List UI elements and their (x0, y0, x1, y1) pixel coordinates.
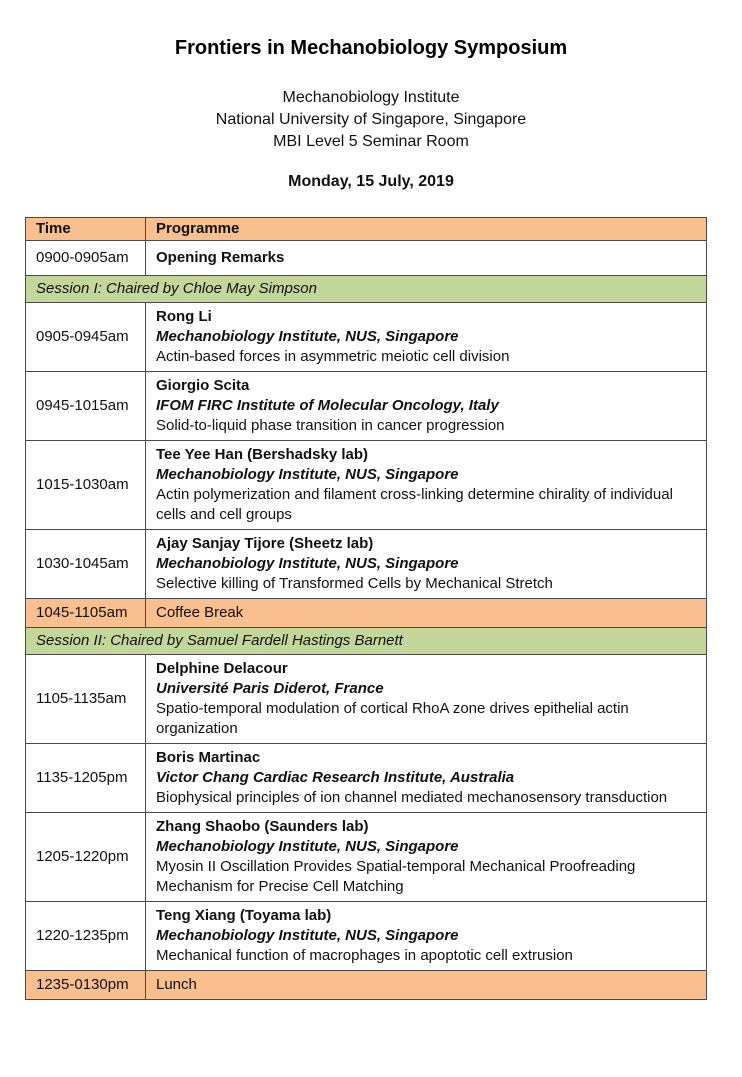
speaker-affiliation: Mechanobiology Institute, NUS, Singapore (156, 328, 459, 345)
programme-cell (146, 902, 707, 971)
speaker-name: Zhang Shaobo (Saunders lab) (156, 818, 369, 835)
symposium-programme-document (0, 36, 742, 1000)
speaker-name: Teng Xiang (Toyama lab) (156, 907, 332, 924)
time-cell: 1045-1105am (26, 599, 146, 628)
programme-cell: Coffee Break (146, 599, 707, 628)
break-row (26, 971, 707, 1000)
talk-row (26, 372, 707, 441)
talk-row (26, 744, 707, 813)
programme-cell (146, 655, 707, 744)
talk-title: Spatio-temporal modulation of cortical RhoA zone drives epithelial actin organization (156, 700, 629, 737)
programme-cell (146, 530, 707, 599)
programme-cell: Opening Remarks (146, 241, 707, 276)
time-cell: 1105-1135am (26, 655, 146, 744)
time-cell: 1135-1205pm (26, 744, 146, 813)
venue-line-university: National University of Singapore, Singapore (215, 111, 527, 128)
talk-title: Biophysical principles of ion channel mediated mechanosensory transduction (156, 789, 668, 806)
time-cell: 1235-0130pm (26, 971, 146, 1000)
session-header-row (26, 276, 707, 303)
talk-title: Mechanical function of macrophages in apoptotic cell extrusion (156, 947, 573, 964)
talk-row (26, 441, 707, 530)
time-cell: 1220-1235pm (26, 902, 146, 971)
venue-block (0, 87, 742, 153)
programme-cell (146, 372, 707, 441)
talk-title: Selective killing of Transformed Cells by Mechanical Stretch (156, 575, 553, 592)
session-title: Session I: Chaired by Chloe May Simpson (26, 276, 707, 303)
speaker-name: Tee Yee Han (Bershadsky lab) (156, 446, 369, 463)
talk-title: Actin-based forces in asymmetric meiotic cell division (156, 348, 510, 365)
time-cell: 1205-1220pm (26, 813, 146, 902)
talk-row (26, 655, 707, 744)
speaker-affiliation: Mechanobiology Institute, NUS, Singapore (156, 466, 459, 483)
speaker-name: Rong Li (156, 308, 212, 325)
programme-cell (146, 303, 707, 372)
table-row (26, 241, 707, 276)
talk-title: Myosin II Oscillation Provides Spatial-temporal Mechanical Proofreading Mechanism for Precise Cell Matching (156, 858, 636, 895)
venue-line-institute: Mechanobiology Institute (282, 89, 460, 106)
time-cell: 0905-0945am (26, 303, 146, 372)
talk-row (26, 902, 707, 971)
column-header-programme: Programme (146, 218, 707, 241)
speaker-affiliation: Université Paris Diderot, France (156, 680, 384, 697)
speaker-affiliation: Victor Chang Cardiac Research Institute, Australia (156, 769, 515, 786)
session-title: Session II: Chaired by Samuel Fardell Hastings Barnett (26, 628, 707, 655)
venue-line-room: MBI Level 5 Seminar Room (273, 133, 469, 150)
column-header-time: Time (26, 218, 146, 241)
programme-cell (146, 744, 707, 813)
talk-row (26, 530, 707, 599)
speaker-affiliation: IFOM FIRC Institute of Molecular Oncology, Italy (156, 397, 499, 414)
talk-title: Actin polymerization and filament cross-linking determine chirality of individual cells and cell groups (156, 486, 673, 523)
speaker-affiliation: Mechanobiology Institute, NUS, Singapore (156, 838, 459, 855)
speaker-name: Boris Martinac (156, 749, 261, 766)
event-date: Monday, 15 July, 2019 (288, 173, 454, 190)
session-header-row (26, 628, 707, 655)
programme-table (25, 217, 707, 1000)
table-header-row (26, 218, 707, 241)
time-cell: 0900-0905am (26, 241, 146, 276)
programme-cell (146, 441, 707, 530)
programme-cell (146, 813, 707, 902)
speaker-name: Delphine Delacour (156, 660, 288, 677)
speaker-name: Ajay Sanjay Tijore (Sheetz lab) (156, 535, 374, 552)
speaker-affiliation: Mechanobiology Institute, NUS, Singapore (156, 927, 459, 944)
speaker-name: Giorgio Scita (156, 377, 250, 394)
speaker-affiliation: Mechanobiology Institute, NUS, Singapore (156, 555, 459, 572)
time-cell: 1030-1045am (26, 530, 146, 599)
talk-title: Solid-to-liquid phase transition in cancer progression (156, 417, 505, 434)
break-row (26, 599, 707, 628)
talk-row (26, 303, 707, 372)
programme-cell: Lunch (146, 971, 707, 1000)
time-cell: 0945-1015am (26, 372, 146, 441)
page-title: Frontiers in Mechanobiology Symposium (174, 37, 568, 59)
time-cell: 1015-1030am (26, 441, 146, 530)
talk-row (26, 813, 707, 902)
